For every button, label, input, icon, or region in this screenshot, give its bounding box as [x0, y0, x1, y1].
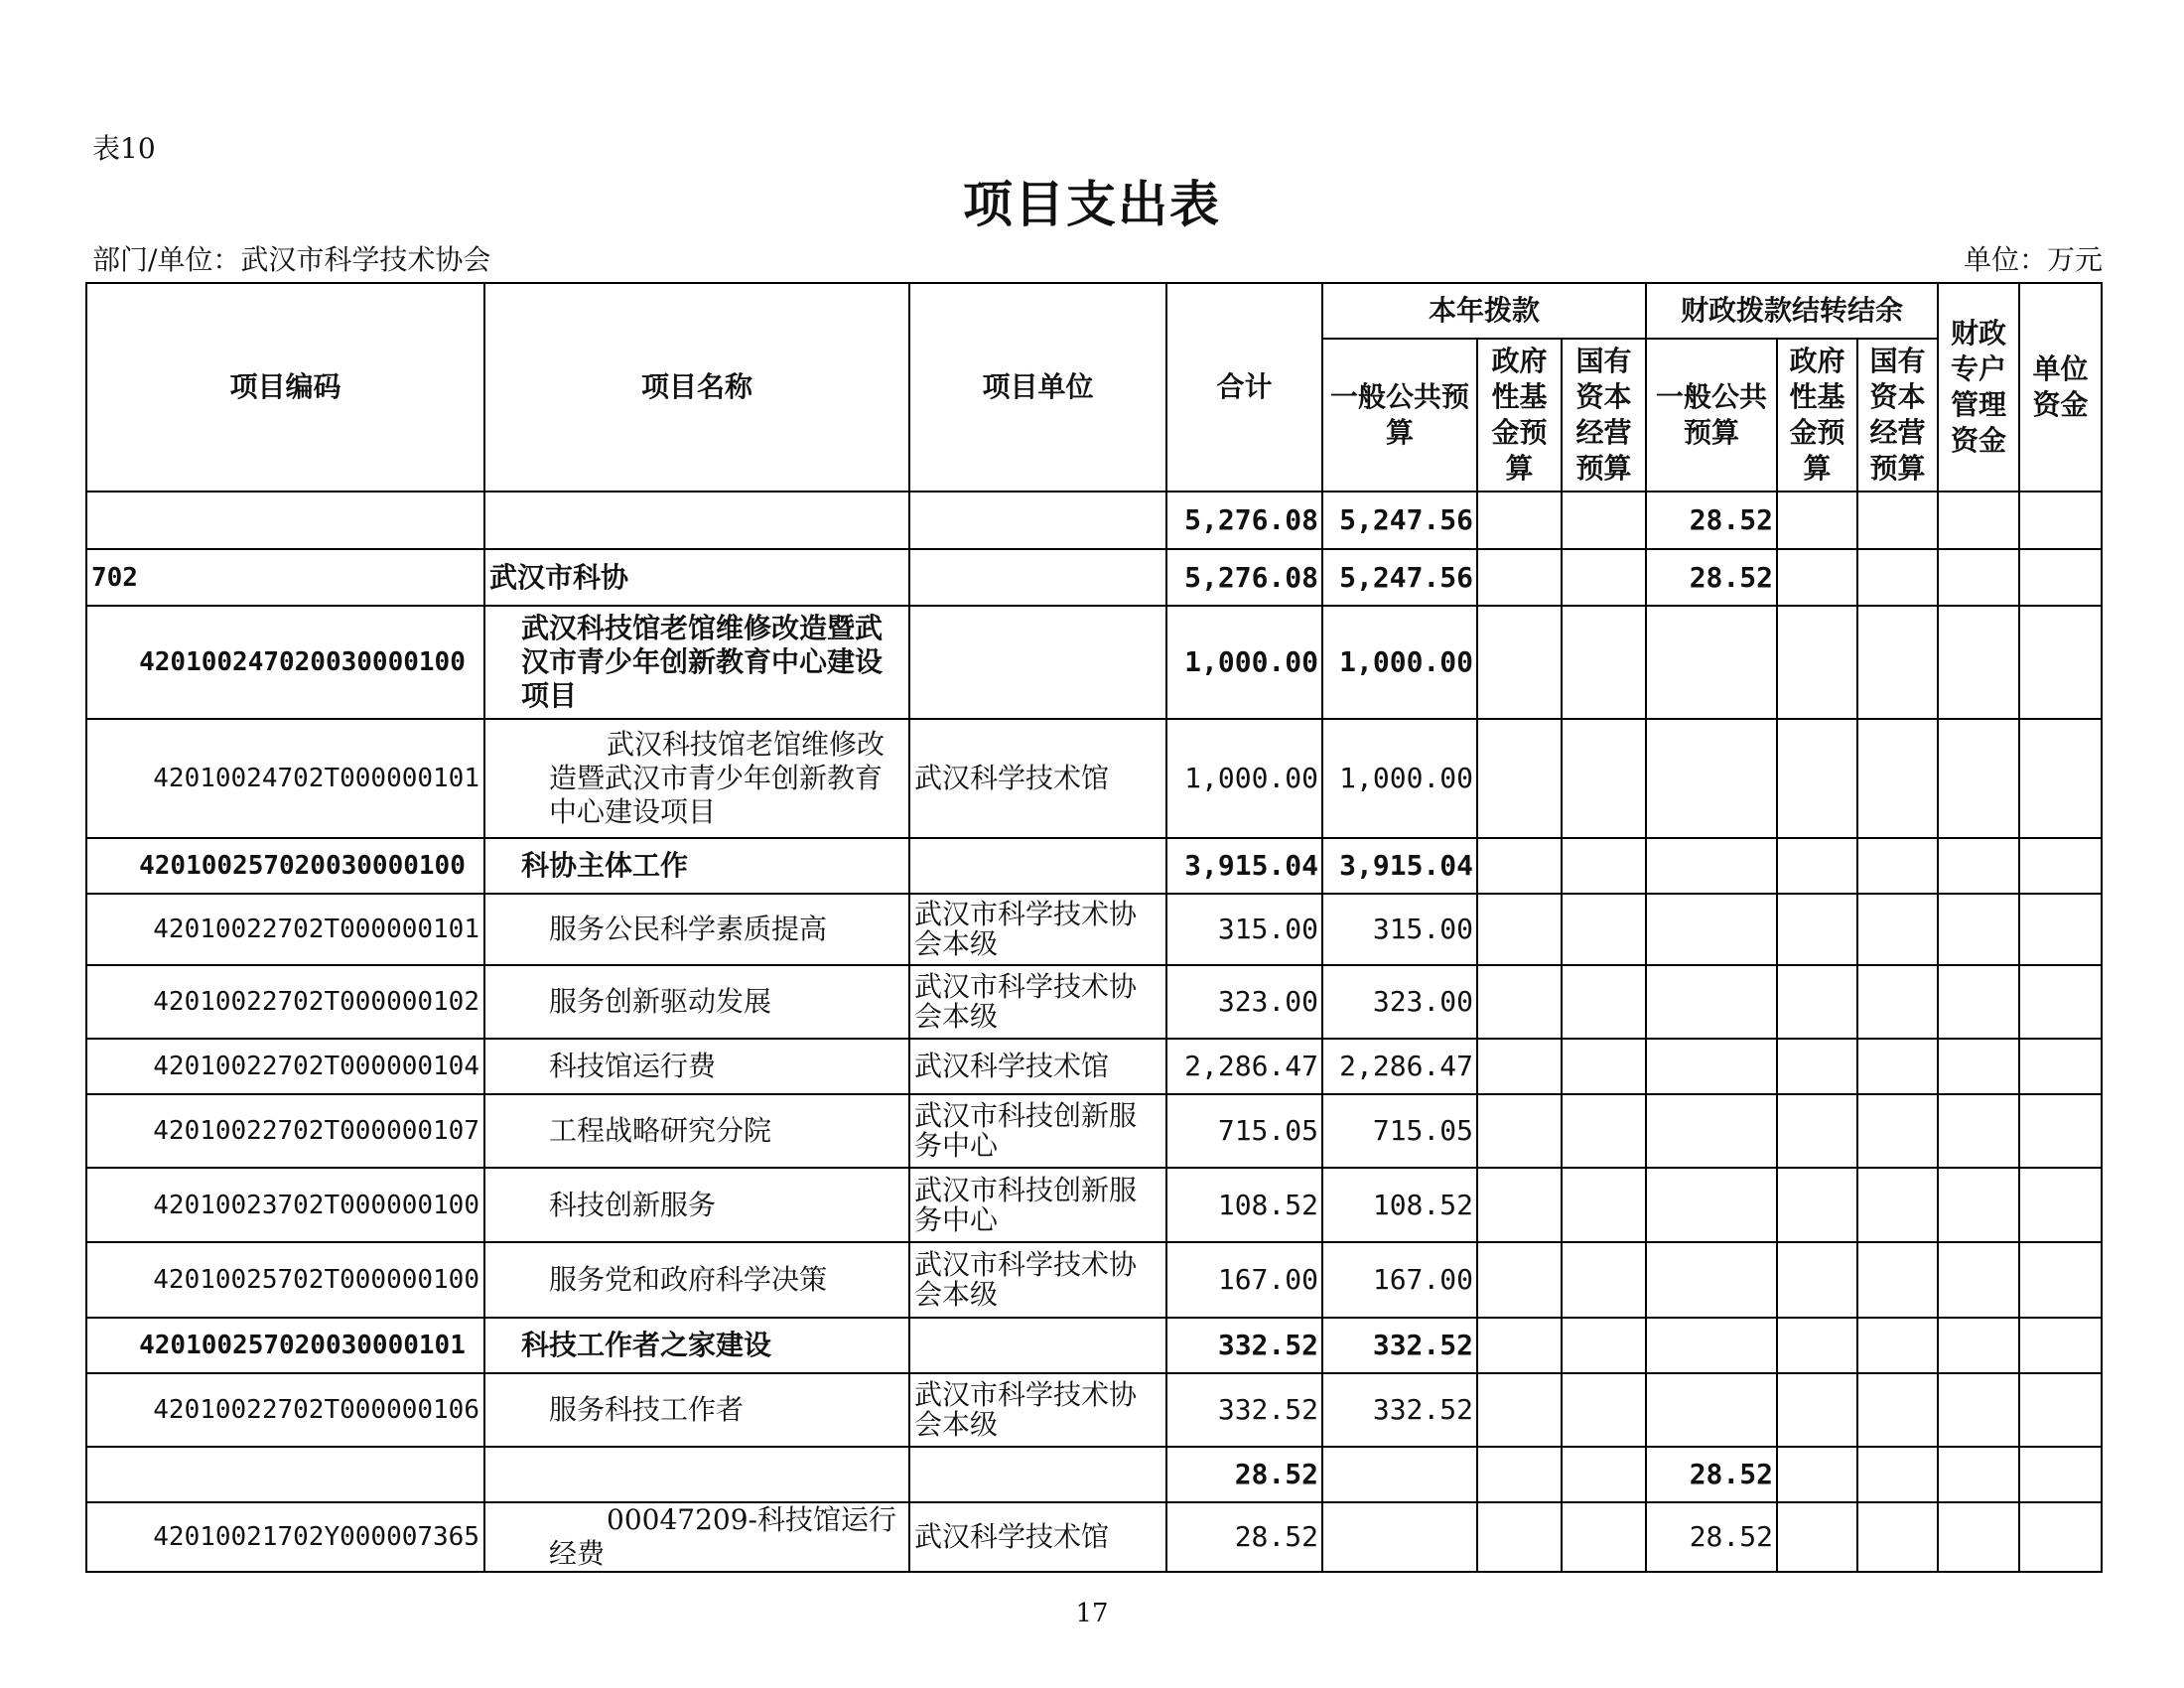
cell-cgen [1646, 606, 1777, 719]
cell-gov [1477, 1502, 1562, 1572]
cell-unit [909, 1447, 1166, 1502]
header-unit: 项目单位 [909, 283, 1166, 492]
cell-name: 工程战略研究分院 [484, 1094, 909, 1168]
cell-name: 科技馆运行费 [484, 1039, 909, 1094]
cell-code: 42010021702Y000007365 [86, 1502, 484, 1572]
cell-cgen [1646, 965, 1777, 1039]
table-row [86, 1094, 2102, 1168]
cell-state [1562, 492, 1646, 549]
cell-special [1938, 1242, 2019, 1318]
cell-cstate [1857, 1168, 1938, 1242]
cell-gov [1477, 1094, 1562, 1168]
cell-total: 167.00 [1166, 1242, 1322, 1318]
cell-gen: 2,286.47 [1322, 1039, 1477, 1094]
table-row [86, 492, 2102, 549]
cell-state [1562, 1242, 1646, 1318]
cell-code [86, 492, 484, 549]
cell-code: 420100257020030000100 [86, 838, 484, 894]
cell-cstate [1857, 1094, 1938, 1168]
cell-gen: 332.52 [1322, 1373, 1477, 1447]
header-unit-fund: 单位资金 [2019, 283, 2102, 492]
cell-cstate [1857, 1373, 1938, 1447]
cell-gov [1477, 894, 1562, 965]
cell-cgov [1777, 719, 1857, 838]
cell-gov [1477, 1242, 1562, 1318]
cell-cgen [1646, 1373, 1777, 1447]
cell-state [1562, 1447, 1646, 1502]
cell-cstate [1857, 1318, 1938, 1373]
cell-cstate [1857, 606, 1938, 719]
cell-state [1562, 838, 1646, 894]
cell-gen: 715.05 [1322, 1094, 1477, 1168]
cell-unit: 武汉科学技术馆 [909, 719, 1166, 838]
cell-name: 武汉市科协 [484, 549, 909, 606]
cell-gen: 5,247.56 [1322, 549, 1477, 606]
table-row [86, 965, 2102, 1039]
table-row [86, 1242, 2102, 1318]
cell-unit [909, 838, 1166, 894]
cell-state [1562, 965, 1646, 1039]
cell-cgov [1777, 894, 1857, 965]
table-body [86, 492, 2102, 1572]
cell-total: 28.52 [1166, 1502, 1322, 1572]
cell-gen [1322, 1447, 1477, 1502]
cell-name [484, 492, 909, 549]
cell-gen: 315.00 [1322, 894, 1477, 965]
table-row [86, 1373, 2102, 1447]
cell-cgen [1646, 1318, 1777, 1373]
header-carry-gov-fund: 政府性基金预算 [1777, 339, 1857, 492]
cell-cstate [1857, 719, 1938, 838]
header-gov-fund: 政府性基金预算 [1477, 339, 1562, 492]
cell-name: 服务科技工作者 [484, 1373, 909, 1447]
cell-special [1938, 1373, 2019, 1447]
cell-gov [1477, 492, 1562, 549]
cell-special [1938, 965, 2019, 1039]
cell-special [1938, 1168, 2019, 1242]
cell-unit [909, 1318, 1166, 1373]
cell-special [1938, 1318, 2019, 1373]
cell-total: 332.52 [1166, 1373, 1322, 1447]
cell-total: 2,286.47 [1166, 1039, 1322, 1094]
cell-gov [1477, 838, 1562, 894]
cell-special [1938, 606, 2019, 719]
cell-cgen: 28.52 [1646, 1447, 1777, 1502]
cell-cstate [1857, 838, 1938, 894]
header-special-fund: 财政专户管理资金 [1938, 283, 2019, 492]
cell-state [1562, 1168, 1646, 1242]
cell-gov [1477, 1447, 1562, 1502]
cell-name: 科协主体工作 [484, 838, 909, 894]
cell-state [1562, 719, 1646, 838]
header-carry-state-capital: 国有资本经营预算 [1857, 339, 1938, 492]
page-number: 17 [1075, 1599, 1109, 1628]
page-title: 项目支出表 [963, 176, 1221, 233]
table-row [86, 719, 2102, 838]
cell-cgov [1777, 1373, 1857, 1447]
cell-name: 00047209-科技馆运行经费 [484, 1502, 909, 1572]
cell-cgov [1777, 965, 1857, 1039]
header-group-current: 本年拨款 [1322, 283, 1646, 339]
cell-gen: 108.52 [1322, 1168, 1477, 1242]
cell-own [2019, 838, 2102, 894]
cell-special [1938, 1502, 2019, 1572]
cell-special [1938, 1447, 2019, 1502]
cell-cgov [1777, 1242, 1857, 1318]
cell-gen: 332.52 [1322, 1318, 1477, 1373]
cell-total: 5,276.08 [1166, 492, 1322, 549]
cell-unit: 武汉市科学技术协会本级 [909, 894, 1166, 965]
table-row [86, 606, 2102, 719]
header-carry-general: 一般公共预算 [1646, 339, 1777, 492]
cell-cgov [1777, 1094, 1857, 1168]
cell-own [2019, 1168, 2102, 1242]
cell-code: 42010022702T000000104 [86, 1039, 484, 1094]
cell-state [1562, 1318, 1646, 1373]
cell-cgov [1777, 838, 1857, 894]
cell-cstate [1857, 1242, 1938, 1318]
cell-name: 科技工作者之家建设 [484, 1318, 909, 1373]
cell-unit [909, 492, 1166, 549]
table-row [86, 1447, 2102, 1502]
cell-own [2019, 965, 2102, 1039]
project-expenditure-table [85, 282, 2103, 1573]
cell-cgen [1646, 1039, 1777, 1094]
cell-state [1562, 1094, 1646, 1168]
cell-state [1562, 606, 1646, 719]
cell-special [1938, 894, 2019, 965]
cell-cgov [1777, 1039, 1857, 1094]
cell-own [2019, 719, 2102, 838]
cell-cstate [1857, 549, 1938, 606]
cell-name: 服务党和政府科学决策 [484, 1242, 909, 1318]
cell-gov [1477, 549, 1562, 606]
cell-code: 42010023702T000000100 [86, 1168, 484, 1242]
cell-total: 1,000.00 [1166, 719, 1322, 838]
cell-total: 715.05 [1166, 1094, 1322, 1168]
cell-gen: 1,000.00 [1322, 606, 1477, 719]
cell-gov [1477, 965, 1562, 1039]
cell-cgen [1646, 1168, 1777, 1242]
cell-total: 323.00 [1166, 965, 1322, 1039]
cell-state [1562, 1373, 1646, 1447]
cell-code: 42010022702T000000107 [86, 1094, 484, 1168]
cell-unit: 武汉市科学技术协会本级 [909, 965, 1166, 1039]
cell-cstate [1857, 1502, 1938, 1572]
table-number: 表10 [92, 132, 156, 165]
cell-gen: 5,247.56 [1322, 492, 1477, 549]
cell-total: 315.00 [1166, 894, 1322, 965]
cell-name [484, 1447, 909, 1502]
cell-gen: 323.00 [1322, 965, 1477, 1039]
cell-special [1938, 1039, 2019, 1094]
unit-label: 单位：万元 [1963, 243, 2103, 276]
cell-unit: 武汉科学技术馆 [909, 1502, 1166, 1572]
cell-unit [909, 606, 1166, 719]
cell-total: 5,276.08 [1166, 549, 1322, 606]
cell-total: 332.52 [1166, 1318, 1322, 1373]
cell-name: 武汉科技馆老馆维修改造暨武汉市青少年创新教育中心建设项目 [484, 606, 909, 719]
cell-special [1938, 1094, 2019, 1168]
table-row [86, 1168, 2102, 1242]
table-row [86, 1318, 2102, 1373]
cell-cgen: 28.52 [1646, 492, 1777, 549]
cell-own [2019, 1318, 2102, 1373]
cell-unit: 武汉市科技创新服务中心 [909, 1094, 1166, 1168]
cell-cstate [1857, 1447, 1938, 1502]
cell-cstate [1857, 965, 1938, 1039]
cell-total: 3,915.04 [1166, 838, 1322, 894]
cell-gen: 3,915.04 [1322, 838, 1477, 894]
cell-unit: 武汉市科学技术协会本级 [909, 1242, 1166, 1318]
cell-cstate [1857, 1039, 1938, 1094]
cell-cgen: 28.52 [1646, 1502, 1777, 1572]
header-code: 项目编码 [86, 283, 484, 492]
cell-gov [1477, 1168, 1562, 1242]
cell-unit: 武汉科学技术馆 [909, 1039, 1166, 1094]
cell-code: 42010022702T000000102 [86, 965, 484, 1039]
table-row [86, 1502, 2102, 1572]
cell-name: 服务创新驱动发展 [484, 965, 909, 1039]
cell-cgov [1777, 492, 1857, 549]
cell-gov [1477, 719, 1562, 838]
cell-cgen: 28.52 [1646, 549, 1777, 606]
table-row [86, 549, 2102, 606]
cell-cstate [1857, 492, 1938, 549]
header-group-carryover: 财政拨款结转结余 [1646, 283, 1938, 339]
cell-code: 420100247020030000100 [86, 606, 484, 719]
cell-cgen [1646, 838, 1777, 894]
cell-gen: 1,000.00 [1322, 719, 1477, 838]
cell-state [1562, 1039, 1646, 1094]
cell-gen [1322, 1502, 1477, 1572]
cell-unit: 武汉市科技创新服务中心 [909, 1168, 1166, 1242]
cell-special [1938, 719, 2019, 838]
table-row [86, 894, 2102, 965]
cell-own [2019, 1447, 2102, 1502]
cell-state [1562, 549, 1646, 606]
cell-special [1938, 838, 2019, 894]
cell-own [2019, 492, 2102, 549]
cell-cgov [1777, 549, 1857, 606]
cell-name: 武汉科技馆老馆维修改造暨武汉市青少年创新教育中心建设项目 [484, 719, 909, 838]
cell-total: 28.52 [1166, 1447, 1322, 1502]
cell-own [2019, 1039, 2102, 1094]
cell-unit [909, 549, 1166, 606]
cell-own [2019, 1502, 2102, 1572]
cell-cgov [1777, 606, 1857, 719]
cell-cgen [1646, 894, 1777, 965]
cell-cgen [1646, 1242, 1777, 1318]
cell-code: 42010022702T000000106 [86, 1373, 484, 1447]
cell-cgov [1777, 1502, 1857, 1572]
cell-state [1562, 1502, 1646, 1572]
cell-code: 42010022702T000000101 [86, 894, 484, 965]
cell-gov [1477, 1318, 1562, 1373]
header-general-budget: 一般公共预算 [1322, 339, 1477, 492]
cell-code: 42010024702T000000101 [86, 719, 484, 838]
cell-code: 420100257020030000101 [86, 1318, 484, 1373]
cell-own [2019, 894, 2102, 965]
cell-gov [1477, 1039, 1562, 1094]
table-row [86, 1039, 2102, 1094]
cell-name: 科技创新服务 [484, 1168, 909, 1242]
cell-cstate [1857, 894, 1938, 965]
cell-own [2019, 606, 2102, 719]
cell-code: 702 [86, 549, 484, 606]
cell-code: 42010025702T000000100 [86, 1242, 484, 1318]
header-name: 项目名称 [484, 283, 909, 492]
cell-own [2019, 549, 2102, 606]
cell-total: 108.52 [1166, 1168, 1322, 1242]
cell-name: 服务公民科学素质提高 [484, 894, 909, 965]
cell-cgov [1777, 1447, 1857, 1502]
cell-special [1938, 492, 2019, 549]
cell-state [1562, 894, 1646, 965]
cell-own [2019, 1242, 2102, 1318]
cell-gov [1477, 1373, 1562, 1447]
header-total: 合计 [1166, 283, 1322, 492]
cell-cgen [1646, 719, 1777, 838]
cell-cgen [1646, 1094, 1777, 1168]
cell-special [1938, 549, 2019, 606]
header-state-capital: 国有资本经营预算 [1562, 339, 1646, 492]
table-row [86, 838, 2102, 894]
department-label: 部门/单位：武汉市科学技术协会 [92, 243, 491, 276]
cell-own [2019, 1373, 2102, 1447]
cell-gov [1477, 606, 1562, 719]
cell-own [2019, 1094, 2102, 1168]
cell-cgov [1777, 1168, 1857, 1242]
cell-cgov [1777, 1318, 1857, 1373]
cell-gen: 167.00 [1322, 1242, 1477, 1318]
cell-code [86, 1447, 484, 1502]
cell-total: 1,000.00 [1166, 606, 1322, 719]
cell-unit: 武汉市科学技术协会本级 [909, 1373, 1166, 1447]
